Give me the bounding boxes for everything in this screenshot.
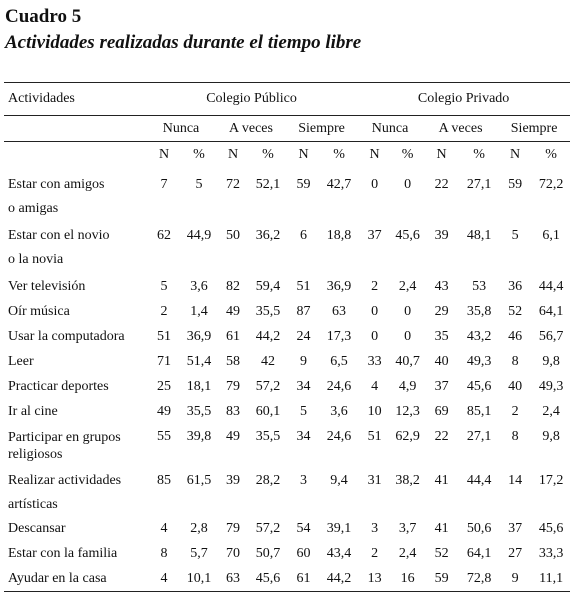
table-row bbox=[4, 469, 570, 517]
percent-cell: 42 bbox=[261, 354, 275, 369]
count-cell: 0 bbox=[371, 177, 379, 192]
activity-label-text: Descansar bbox=[8, 521, 66, 536]
activity-label-text: Oír música bbox=[8, 304, 70, 319]
activity-label-line2: artísticas bbox=[8, 497, 58, 512]
count-cell: 70 bbox=[226, 546, 240, 561]
percent-cell: 57,2 bbox=[255, 379, 281, 394]
frequency-header: A veces bbox=[423, 116, 498, 142]
percent-cell: 0 bbox=[404, 304, 412, 319]
count-cell: 40 bbox=[434, 354, 449, 369]
percent-cell: 43,4 bbox=[326, 546, 352, 561]
frequency-header-row bbox=[4, 116, 570, 142]
percent-cell: 16 bbox=[392, 567, 423, 592]
table-row bbox=[4, 325, 570, 350]
percent-cell: 45,6 bbox=[538, 521, 564, 536]
activity-label-text: Estar con amigos bbox=[8, 177, 105, 192]
percent-cell: 2,8 bbox=[190, 521, 208, 536]
activity-label-text: Estar con el novio bbox=[8, 228, 110, 243]
table-row bbox=[4, 375, 570, 400]
count-cell: 27 bbox=[508, 546, 523, 561]
count-cell: 79 bbox=[226, 521, 240, 536]
table-row bbox=[4, 542, 570, 567]
count-cell: 3 bbox=[300, 473, 307, 488]
percent-cell: 39,1 bbox=[326, 521, 352, 536]
percent-cell: 38,2 bbox=[395, 473, 420, 488]
percent-cell: 1,4 bbox=[190, 304, 208, 319]
count-cell: 50 bbox=[226, 228, 240, 243]
count-cell: 52 bbox=[434, 546, 449, 561]
percent-cell: 9,8 bbox=[542, 429, 560, 444]
table-row bbox=[4, 350, 570, 375]
activity-label-text: Usar la computadora bbox=[8, 329, 125, 344]
percent-cell: 52,1 bbox=[255, 177, 281, 192]
percent-cell: 3,6 bbox=[190, 279, 208, 294]
count-cell: 59 bbox=[296, 177, 311, 192]
activity-label bbox=[4, 224, 146, 275]
public-school-header: Colegio Público bbox=[146, 83, 357, 116]
percent-cell: 57,2 bbox=[255, 521, 281, 536]
table-title: Actividades realizadas durante el tiempo libre bbox=[5, 32, 362, 53]
percent-cell: 3,6 bbox=[330, 404, 348, 419]
percent-cell: 44,4 bbox=[466, 473, 492, 488]
stat-header: N bbox=[357, 142, 392, 168]
count-cell: 51 bbox=[296, 279, 311, 294]
private-school-header: Colegio Privado bbox=[357, 83, 570, 116]
percent-cell: 9,8 bbox=[542, 354, 560, 369]
percent-cell: 24,6 bbox=[326, 429, 352, 444]
count-cell: 69 bbox=[434, 404, 449, 419]
percent-cell: 17,3 bbox=[326, 329, 352, 344]
activity-label bbox=[4, 375, 146, 400]
activity-label-text: Practicar deportes bbox=[8, 379, 109, 394]
count-cell: 33 bbox=[367, 354, 382, 369]
count-cell: 0 bbox=[371, 329, 379, 344]
percent-cell: 36,2 bbox=[255, 228, 281, 243]
percent-cell: 72,2 bbox=[538, 177, 564, 192]
percent-cell: 9,4 bbox=[330, 473, 348, 488]
percent-cell: 64,1 bbox=[538, 304, 564, 319]
count-cell: 85 bbox=[157, 473, 171, 488]
count-cell: 9 bbox=[498, 567, 532, 592]
count-cell: 37 bbox=[508, 521, 523, 536]
activity-label bbox=[4, 300, 146, 325]
count-cell: 87 bbox=[296, 304, 311, 319]
count-cell: 49 bbox=[226, 304, 240, 319]
percent-cell: 17,2 bbox=[538, 473, 564, 488]
count-cell: 2 bbox=[160, 304, 168, 319]
count-cell: 22 bbox=[434, 429, 449, 444]
activity-label-text: Realizar actividades bbox=[8, 473, 122, 488]
percent-cell: 44,4 bbox=[538, 279, 564, 294]
percent-cell: 10,1 bbox=[182, 567, 216, 592]
activity-label bbox=[4, 325, 146, 350]
stat-header: % bbox=[182, 142, 216, 168]
count-cell: 43 bbox=[434, 279, 449, 294]
percent-cell: 39,8 bbox=[186, 429, 212, 444]
count-cell: 51 bbox=[367, 429, 382, 444]
count-cell: 39 bbox=[434, 228, 449, 243]
percent-cell: 45,6 bbox=[250, 567, 286, 592]
percent-cell: 0 bbox=[404, 329, 412, 344]
activity-label bbox=[4, 167, 146, 224]
activity-label bbox=[4, 275, 146, 300]
percent-cell: 59,4 bbox=[255, 279, 281, 294]
percent-cell: 33,3 bbox=[538, 546, 564, 561]
count-cell: 46 bbox=[508, 329, 523, 344]
count-cell: 83 bbox=[226, 404, 240, 419]
stat-header: N bbox=[286, 142, 321, 168]
count-cell: 49 bbox=[226, 429, 240, 444]
count-cell: 25 bbox=[157, 379, 171, 394]
frequency-header: Nunca bbox=[357, 116, 423, 142]
activity-label bbox=[4, 542, 146, 567]
percent-cell: 35,5 bbox=[255, 304, 281, 319]
count-cell: 5 bbox=[511, 228, 519, 243]
percent-cell: 11,1 bbox=[532, 567, 570, 592]
activity-label-text: Ayudar en la casa bbox=[8, 571, 107, 586]
activity-label bbox=[4, 400, 146, 425]
percent-cell: 44,2 bbox=[255, 329, 281, 344]
activity-label bbox=[4, 425, 146, 469]
percent-cell: 36,9 bbox=[326, 279, 352, 294]
count-cell: 59 bbox=[508, 177, 523, 192]
percent-cell: 2,4 bbox=[398, 546, 417, 561]
percent-cell: 60,1 bbox=[255, 404, 281, 419]
count-cell: 4 bbox=[371, 379, 379, 394]
percent-cell: 27,1 bbox=[466, 429, 492, 444]
table-row bbox=[4, 517, 570, 542]
percent-cell: 2,4 bbox=[398, 279, 417, 294]
count-cell: 61 bbox=[286, 567, 321, 592]
percent-cell: 44,2 bbox=[321, 567, 357, 592]
activity-label bbox=[4, 469, 146, 517]
activity-label bbox=[4, 350, 146, 375]
count-cell: 55 bbox=[157, 429, 171, 444]
count-cell: 0 bbox=[371, 304, 379, 319]
count-cell: 71 bbox=[157, 354, 171, 369]
count-cell: 2 bbox=[511, 404, 519, 419]
percent-cell: 48,1 bbox=[466, 228, 492, 243]
stat-header: % bbox=[250, 142, 286, 168]
percent-cell: 64,1 bbox=[466, 546, 492, 561]
count-cell: 31 bbox=[367, 473, 382, 488]
percent-cell: 0 bbox=[404, 177, 412, 192]
percent-cell: 56,7 bbox=[538, 329, 564, 344]
activity-label-line2: o amigas bbox=[8, 201, 59, 216]
count-cell: 51 bbox=[157, 329, 171, 344]
count-cell: 62 bbox=[157, 228, 171, 243]
count-cell: 35 bbox=[434, 329, 449, 344]
percent-cell: 6,5 bbox=[330, 354, 348, 369]
count-cell: 63 bbox=[216, 567, 250, 592]
count-cell: 6 bbox=[300, 228, 307, 243]
percent-cell: 61,5 bbox=[186, 473, 212, 488]
stat-header: N bbox=[216, 142, 250, 168]
percent-cell: 62,9 bbox=[395, 429, 420, 444]
count-cell: 58 bbox=[226, 354, 240, 369]
count-cell: 40 bbox=[508, 379, 523, 394]
count-cell: 60 bbox=[296, 546, 311, 561]
percent-cell: 5,7 bbox=[190, 546, 208, 561]
percent-cell: 45,6 bbox=[395, 228, 420, 243]
percent-cell: 45,6 bbox=[466, 379, 492, 394]
count-cell: 24 bbox=[296, 329, 311, 344]
percent-cell: 72,8 bbox=[460, 567, 498, 592]
count-cell: 59 bbox=[423, 567, 460, 592]
stat-header: N bbox=[498, 142, 532, 168]
activity-label-line2: o la novia bbox=[8, 252, 64, 267]
percent-cell: 36,9 bbox=[186, 329, 212, 344]
count-cell: 14 bbox=[508, 473, 523, 488]
percent-cell: 18,1 bbox=[186, 379, 212, 394]
count-cell: 8 bbox=[160, 546, 168, 561]
activity-label bbox=[4, 567, 146, 592]
count-cell: 34 bbox=[296, 379, 311, 394]
percent-cell: 63 bbox=[332, 304, 347, 319]
percent-cell: 49,3 bbox=[538, 379, 564, 394]
count-cell: 37 bbox=[367, 228, 382, 243]
percent-cell: 28,2 bbox=[255, 473, 281, 488]
frequency-header: Siempre bbox=[286, 116, 357, 142]
activity-column-header: Actividades bbox=[4, 83, 146, 116]
count-cell: 8 bbox=[511, 354, 519, 369]
percent-cell: 49,3 bbox=[466, 354, 492, 369]
percent-cell: 6,1 bbox=[542, 228, 560, 243]
activity-label-text: Estar con la familia bbox=[8, 546, 118, 561]
percent-cell: 4,9 bbox=[398, 379, 417, 394]
frequency-header: Nunca bbox=[146, 116, 216, 142]
stat-header: N bbox=[423, 142, 460, 168]
percent-cell: 40,7 bbox=[395, 354, 420, 369]
percent-cell: 35,5 bbox=[255, 429, 281, 444]
count-cell: 34 bbox=[296, 429, 311, 444]
percent-cell: 85,1 bbox=[466, 404, 492, 419]
frequency-header: Siempre bbox=[498, 116, 570, 142]
table-number: Cuadro 5 bbox=[5, 6, 82, 27]
count-cell: 7 bbox=[160, 177, 168, 192]
table-row bbox=[4, 425, 570, 469]
activity-label-text: Leer bbox=[8, 354, 34, 369]
count-cell: 2 bbox=[371, 546, 379, 561]
count-cell: 13 bbox=[357, 567, 392, 592]
table-row bbox=[4, 224, 570, 275]
percent-cell: 3,7 bbox=[398, 521, 417, 536]
table-body bbox=[4, 167, 570, 592]
table-row bbox=[4, 275, 570, 300]
count-cell: 8 bbox=[511, 429, 519, 444]
count-cell: 49 bbox=[157, 404, 171, 419]
activity-label-text: Participar en grupos religiosos bbox=[8, 430, 121, 462]
table-row bbox=[4, 300, 570, 325]
activities-table bbox=[4, 82, 570, 592]
table-row bbox=[4, 567, 570, 592]
percent-cell: 35,5 bbox=[186, 404, 212, 419]
activity-label bbox=[4, 517, 146, 542]
count-cell: 36 bbox=[508, 279, 523, 294]
activity-label-text: Ver televisión bbox=[8, 279, 86, 294]
table-row bbox=[4, 400, 570, 425]
count-cell: 61 bbox=[226, 329, 240, 344]
percent-cell: 50,6 bbox=[466, 521, 492, 536]
count-cell: 5 bbox=[160, 279, 168, 294]
stat-header: % bbox=[460, 142, 498, 168]
percent-cell: 43,2 bbox=[466, 329, 492, 344]
percent-cell: 2,4 bbox=[542, 404, 560, 419]
count-cell: 4 bbox=[146, 567, 182, 592]
count-cell: 4 bbox=[160, 521, 168, 536]
stat-header: % bbox=[321, 142, 357, 168]
group-header-row bbox=[4, 83, 570, 116]
count-cell: 41 bbox=[434, 521, 449, 536]
percent-cell: 24,6 bbox=[326, 379, 352, 394]
percent-cell: 51,4 bbox=[186, 354, 212, 369]
count-cell: 5 bbox=[300, 404, 307, 419]
percent-cell: 27,1 bbox=[466, 177, 492, 192]
percent-cell: 53 bbox=[472, 279, 487, 294]
count-cell: 3 bbox=[371, 521, 379, 536]
stat-header: % bbox=[392, 142, 423, 168]
count-cell: 82 bbox=[226, 279, 240, 294]
percent-cell: 35,8 bbox=[466, 304, 492, 319]
percent-cell: 42,7 bbox=[326, 177, 352, 192]
count-cell: 10 bbox=[367, 404, 382, 419]
count-cell: 41 bbox=[434, 473, 449, 488]
stat-header: % bbox=[532, 142, 570, 168]
stat-header-row bbox=[4, 142, 570, 168]
frequency-header: A veces bbox=[216, 116, 286, 142]
count-cell: 39 bbox=[226, 473, 240, 488]
count-cell: 79 bbox=[226, 379, 240, 394]
percent-cell: 5 bbox=[195, 177, 203, 192]
count-cell: 22 bbox=[434, 177, 449, 192]
table-row bbox=[4, 167, 570, 224]
percent-cell: 50,7 bbox=[255, 546, 281, 561]
count-cell: 29 bbox=[434, 304, 449, 319]
count-cell: 52 bbox=[508, 304, 523, 319]
count-cell: 2 bbox=[371, 279, 379, 294]
percent-cell: 18,8 bbox=[326, 228, 352, 243]
count-cell: 54 bbox=[296, 521, 311, 536]
count-cell: 72 bbox=[226, 177, 240, 192]
percent-cell: 12,3 bbox=[395, 404, 420, 419]
count-cell: 37 bbox=[434, 379, 449, 394]
activity-label-text: Ir al cine bbox=[8, 404, 58, 419]
percent-cell: 44,9 bbox=[186, 228, 212, 243]
count-cell: 9 bbox=[300, 354, 307, 369]
stat-header: N bbox=[146, 142, 182, 168]
